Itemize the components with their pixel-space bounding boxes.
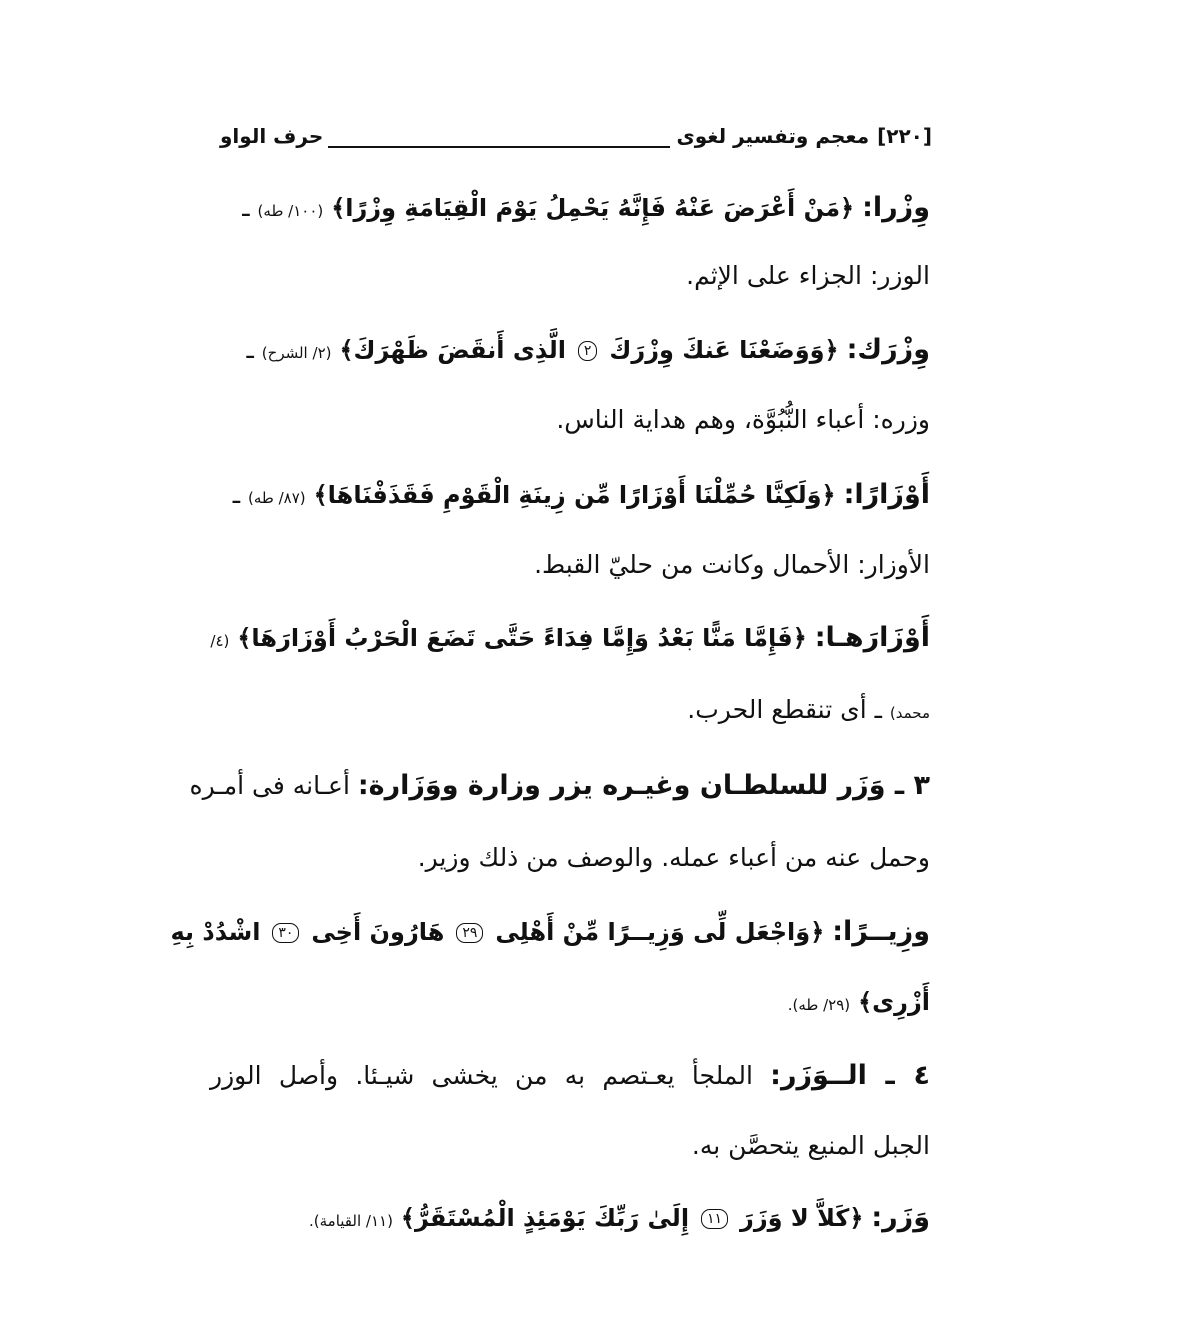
dash: ـ <box>232 480 241 509</box>
subentry-heading: ٣ ـ وَزَر للسلطـان وغيـره يزر وزارة ووَزَارة: <box>357 770 930 801</box>
quran-quote: ﴿مَنْ أَعْرَضَ عَنْهُ فَإِنَّهُ يَحْمِلُ يَوْمَ الْقِيَامَةِ وِزْرًا﴾ <box>331 194 855 222</box>
entry-word: وِزْرا: <box>862 192 930 223</box>
header-title-group <box>676 124 932 148</box>
verse-marker: ٣٠ <box>272 923 299 943</box>
book-title: معجم وتفسير لغوى <box>676 124 870 148</box>
entry-line <box>210 1056 930 1096</box>
quran-quote: ﴿وَوَضَعْنَا عَنكَ وِزْرَكَ <box>609 336 839 364</box>
quran-quote: ﴿وَاجْعَل لِّى وَزِيــرًا مِّنْ أَهْلِى <box>495 918 825 946</box>
entry-text: الجبل المنيع يتحصَّن به. <box>691 1131 930 1160</box>
entry-text: أعـانه فى أمـره <box>189 771 350 800</box>
page-number: [٢٢٠] <box>877 124 932 148</box>
entry-word: أَوْزَارًا: <box>843 479 930 510</box>
quran-quote: الَّذِى أَنقَضَ ظَهْرَكَ﴾ <box>339 336 566 364</box>
verse-marker: ١١ <box>701 1209 728 1229</box>
quran-quote: أَزْرِى﴾ <box>858 988 930 1016</box>
entry-line <box>210 618 930 661</box>
entry-gloss: الأوزار: الأحمال وكانت من حليّ القبط. <box>534 550 930 579</box>
entry-word: وَزَر: <box>871 1202 930 1233</box>
entry-gloss: ـ أى تنقطع الحرب. <box>687 695 882 724</box>
verse-reference: (٢/ الشرح) <box>261 344 332 362</box>
header-rule <box>328 146 670 148</box>
entry-text: الملجأ يعـتصم به من يخشى شيـئا. وأصل الوزر <box>210 1061 753 1090</box>
entry-word: وِزْرَك: <box>846 334 930 365</box>
verse-reference: محمد) <box>889 704 930 722</box>
entry-text: وحمل عنه من أعباء عمله. والوصف من ذلك وزير. <box>417 843 930 872</box>
verse-reference: (٨٧/ طه) <box>248 489 306 507</box>
entry-gloss: الوزر: الجزاء على الإثم. <box>686 261 930 290</box>
entry-gloss: وزره: أعباء النُّبُوَّة، وهم هداية الناس. <box>556 405 930 434</box>
quran-quote: هَارُونَ أَخِى <box>311 918 445 946</box>
verse-marker: ٢٩ <box>456 923 483 943</box>
verse-marker: ٢ <box>578 341 598 361</box>
quran-quote: ﴿فَإِمَّا مَنًّا بَعْدُ وَإِمَّا فِدَاءً حَتَّى تَضَعَ الْحَرْبُ أَوْزَارَهَا﴾ <box>237 624 807 652</box>
entry-line <box>210 1198 930 1241</box>
verse-reference: (٢٩/ طه). <box>787 996 851 1014</box>
section-title: حرف الواو <box>220 124 324 148</box>
quran-quote: ﴿كَلاَّ لا وَزَرَ <box>740 1204 864 1232</box>
entry-word: أَوْزَارَهـا: <box>814 622 930 653</box>
entry-line <box>210 475 930 518</box>
verse-reference: (٤/ <box>210 632 230 650</box>
page-header <box>220 124 932 158</box>
verse-reference: (١٠٠/ طه) <box>257 202 324 220</box>
subentry-heading: ٤ ـ الــوَزَر: <box>770 1060 930 1091</box>
quran-quote: اشْدُدْ بِهِ <box>170 918 261 946</box>
entry-line <box>210 188 930 231</box>
dash: ـ <box>242 193 250 222</box>
entry-line <box>210 690 930 733</box>
entry-line <box>210 982 930 1025</box>
entry-line <box>170 912 930 952</box>
entry-line <box>210 330 930 373</box>
dash: ـ <box>246 335 254 364</box>
entry-word: وزِيــرًا: <box>832 916 930 947</box>
quran-quote: إِلَىٰ رَبِّكَ يَوْمَئِذٍ الْمُسْتَقَرُّ﴾ <box>400 1204 690 1232</box>
entry-line <box>189 766 930 806</box>
quran-quote: ﴿وَلَكِنَّا حُمِّلْنَا أَوْزَارًا مِّن زِينَةِ الْقَوْمِ فَقَذَفْنَاهَا﴾ <box>313 481 836 509</box>
verse-reference: (١١/ القيامة). <box>309 1212 393 1230</box>
